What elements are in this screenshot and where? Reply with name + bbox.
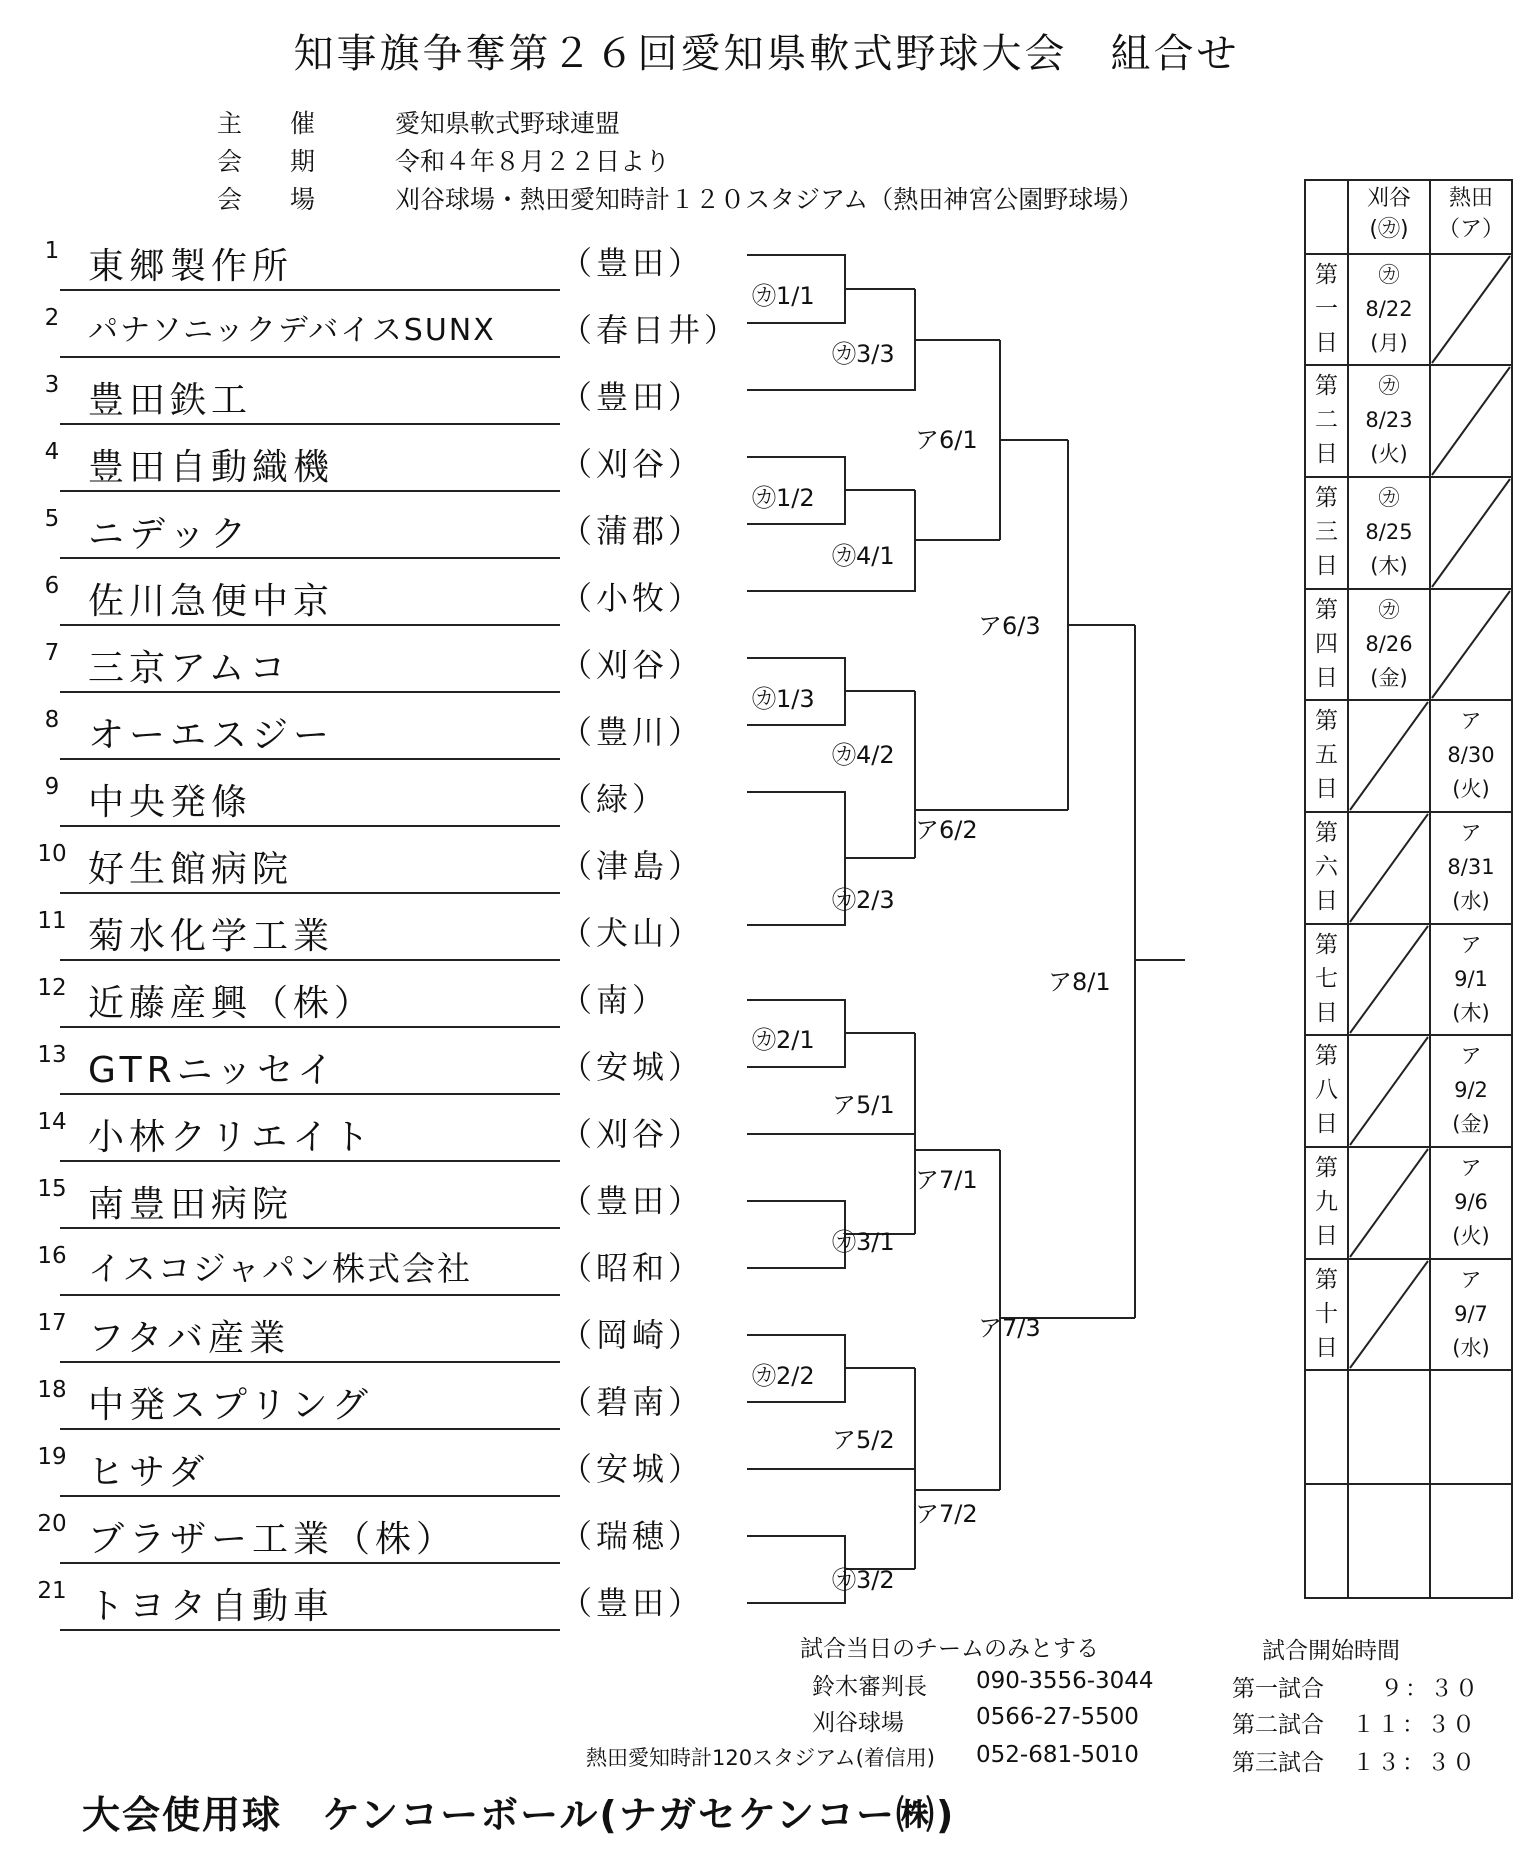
contact-name: 刈谷球場 [812, 1710, 904, 1736]
info-label-period: 会期 [217, 147, 364, 176]
day-label: 第 一 日 [1315, 262, 1338, 356]
team-city: （刈谷） [560, 445, 705, 483]
day-label: 第 九 日 [1315, 1155, 1338, 1249]
team-name: ブラザー工業（株） [88, 1519, 458, 1560]
team-city: （岡崎） [560, 1316, 705, 1354]
start-time: １３：３０ [1352, 1750, 1477, 1776]
team-number: 13 [37, 1042, 67, 1068]
header-mark: （ア） [1437, 217, 1504, 242]
team-city: （豊田） [560, 1584, 705, 1622]
team-city: （犬山） [560, 914, 705, 952]
team-number: 3 [44, 372, 60, 398]
team-number: 15 [37, 1176, 67, 1202]
team-name: パナソニックデバイスSUNX [88, 313, 496, 348]
contact-tel: 0566-27-5500 [976, 1704, 1139, 1730]
team-number: 1 [44, 238, 60, 264]
match-label: ア7/3 [978, 1314, 1041, 1342]
info-label-venue: 会場 [217, 185, 364, 214]
match-label: ア7/1 [915, 1166, 978, 1194]
day-label: 第 三 日 [1315, 485, 1338, 579]
day-label: 第 五 日 [1315, 708, 1338, 802]
match-label: ㋕4/1 [832, 542, 895, 570]
team-city: （刈谷） [560, 1115, 705, 1153]
team-number: 16 [37, 1243, 67, 1269]
match-label: ア5/1 [832, 1091, 895, 1119]
team-city: （瑞穂） [560, 1517, 705, 1555]
match-label: ㋕2/2 [752, 1362, 815, 1390]
atsuta-date-cell: ア 8/30 (火) [1447, 709, 1495, 801]
header-venue: 熱田 [1448, 186, 1493, 211]
team-number: 18 [37, 1377, 67, 1403]
info-value-venue: 刈谷球場・熱田愛知時計１２０スタジアム（熱田神宮公園野球場） [395, 185, 1144, 214]
team-number: 17 [37, 1310, 67, 1336]
kariya-date-cell: ㋕ 8/22 (月) [1365, 263, 1413, 355]
match-label: ア8/1 [1048, 968, 1111, 996]
team-name: トヨタ自動車 [88, 1586, 335, 1627]
atsuta-date-cell: ア 9/1 (木) [1452, 933, 1490, 1025]
team-number: 4 [44, 439, 60, 465]
team-name: 近藤産興（株） [88, 983, 376, 1024]
schedule-header-atsuta [1430, 183, 1512, 245]
team-name: 中発スプリング [88, 1385, 373, 1426]
team-name: オーエスジー [88, 715, 335, 756]
header-venue: 刈谷 [1366, 186, 1411, 211]
match-label: ㋕3/1 [832, 1228, 895, 1256]
atsuta-date-cell: ア 9/2 (金) [1452, 1044, 1490, 1136]
day-label: 第 二 日 [1315, 373, 1338, 467]
match-label: ㋕1/3 [752, 685, 815, 713]
day-label: 第 六 日 [1315, 820, 1338, 914]
match-label: ㋕2/1 [752, 1026, 815, 1054]
team-number: 5 [44, 506, 60, 532]
team-name: 小林クリエイト [88, 1117, 375, 1158]
team-name: 佐川急便中京 [88, 581, 335, 622]
start-time-title: 試合開始時間 [1262, 1638, 1400, 1664]
team-number: 14 [37, 1109, 67, 1135]
footer-note: 試合当日のチームのみとする [800, 1636, 1099, 1662]
team-number: 8 [44, 707, 60, 733]
team-number: 6 [44, 573, 60, 599]
team-city: （豊川） [560, 713, 705, 751]
team-name: 南豊田病院 [88, 1184, 294, 1225]
team-number: 21 [37, 1578, 67, 1604]
start-game: 第一試合 [1232, 1676, 1324, 1702]
team-name: GTRニッセイ [88, 1050, 339, 1091]
match-label: ㋕1/2 [752, 484, 815, 512]
team-city: （安城） [560, 1048, 705, 1086]
team-name: ヒサダ [88, 1452, 210, 1493]
match-label: ア7/2 [915, 1500, 978, 1528]
team-city: （碧南） [560, 1383, 705, 1421]
match-label: ア6/3 [978, 612, 1041, 640]
team-number: 19 [37, 1444, 67, 1470]
match-label: ㋕4/2 [832, 741, 895, 769]
contact-tel: 052-681-5010 [976, 1742, 1139, 1768]
team-city: （安城） [560, 1450, 705, 1488]
team-name: 豊田自動織機 [88, 447, 335, 488]
start-time: ９：３０ [1380, 1676, 1480, 1702]
team-name: 東郷製作所 [88, 246, 294, 287]
team-city: （昭和） [560, 1249, 705, 1287]
team-city: （春日井） [560, 311, 741, 349]
header-mark: (㋕) [1369, 217, 1409, 242]
team-number: 12 [37, 975, 67, 1001]
team-name: 豊田鉄工 [88, 380, 253, 421]
team-number: 11 [37, 908, 67, 934]
team-city: （小牧） [560, 579, 705, 617]
team-number: 2 [44, 305, 60, 331]
team-name: ニデック [88, 514, 252, 555]
start-game: 第三試合 [1232, 1750, 1324, 1776]
kariya-date-cell: ㋕ 8/26 (金) [1365, 598, 1413, 690]
day-label: 第 八 日 [1315, 1043, 1338, 1137]
day-label: 第 十 日 [1315, 1267, 1338, 1361]
contact-name: 鈴木審判長 [812, 1674, 927, 1700]
day-label: 第 七 日 [1315, 932, 1338, 1026]
team-city: （南） [560, 981, 669, 1019]
kariya-date-cell: ㋕ 8/25 (木) [1365, 486, 1413, 578]
match-label: ア5/2 [832, 1426, 895, 1454]
info-value-host: 愛知県軟式野球連盟 [395, 109, 621, 138]
team-name: 中央発條 [88, 782, 253, 823]
atsuta-date-cell: ア 9/6 (火) [1452, 1156, 1490, 1248]
team-city: （豊田） [560, 1182, 705, 1220]
official-ball: 大会使用球 ケンコーボール(ナガセケンコー㈱) [82, 1793, 956, 1837]
team-city: （津島） [560, 847, 705, 885]
team-city: （豊田） [560, 244, 705, 282]
match-label: ア6/1 [915, 426, 978, 454]
team-name: 好生館病院 [88, 849, 294, 890]
team-city: （豊田） [560, 378, 705, 416]
team-city: （蒲郡） [560, 512, 705, 550]
team-number: 20 [37, 1511, 67, 1537]
info-label-host: 主催 [217, 109, 364, 138]
match-label: ㋕3/2 [832, 1566, 895, 1594]
info-value-period: 令和４年８月２２日より [395, 147, 671, 176]
schedule-header-kariya [1348, 183, 1430, 245]
team-number: 7 [44, 640, 60, 666]
team-name: 菊水化学工業 [88, 916, 335, 957]
match-label: ㋕3/3 [832, 340, 895, 368]
start-game: 第二試合 [1232, 1712, 1324, 1738]
team-name: イスコジャパン株式会社 [88, 1249, 473, 1288]
atsuta-date-cell: ア 9/7 (水) [1452, 1268, 1490, 1360]
team-name: 三京アムコ [88, 648, 291, 689]
team-city: （刈谷） [560, 646, 705, 684]
match-label: ㋕2/3 [832, 886, 895, 914]
team-number: 9 [44, 774, 60, 800]
contact-name: 熱田愛知時計120スタジアム(着信用) [586, 1746, 935, 1770]
team-name: フタバ産業 [88, 1318, 291, 1359]
team-number: 10 [37, 841, 67, 867]
kariya-date-cell: ㋕ 8/23 (火) [1365, 374, 1413, 466]
atsuta-date-cell: ア 8/31 (水) [1447, 821, 1495, 913]
day-label: 第 四 日 [1315, 597, 1338, 691]
team-city: （緑） [560, 780, 669, 818]
match-label: ア6/2 [915, 816, 978, 844]
page-title: 知事旗争奪第２６回愛知県軟式野球大会 組合せ [293, 31, 1240, 77]
match-label: ㋕1/1 [752, 282, 815, 310]
contact-tel: 090-3556-3044 [976, 1668, 1154, 1694]
start-time: １１：３０ [1352, 1712, 1477, 1738]
